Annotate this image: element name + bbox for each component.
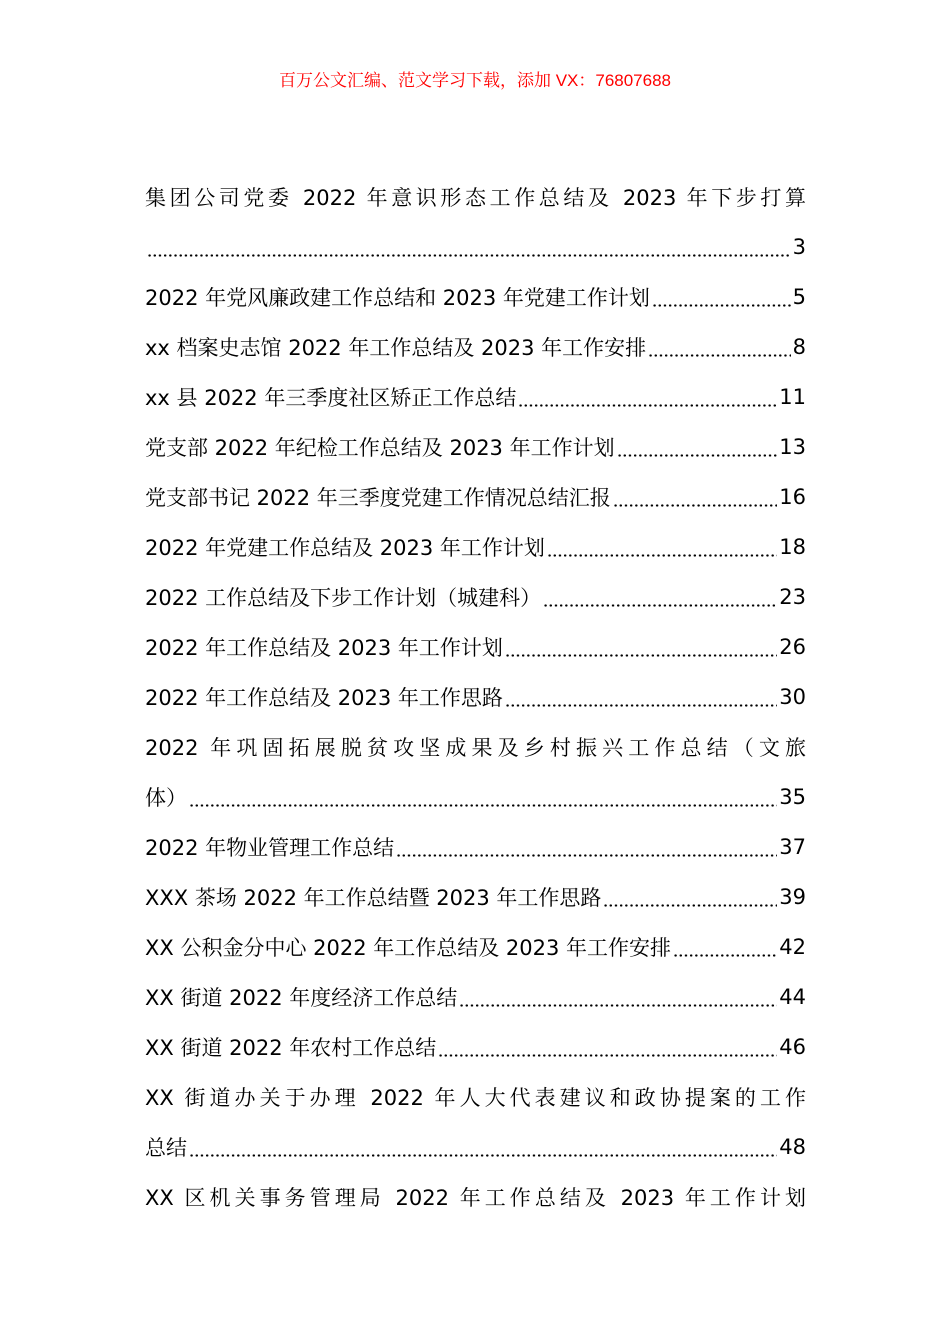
toc-entry-title: 2022 年工作总结及 2023 年工作思路	[145, 686, 503, 710]
toc-page-number: 8	[792, 335, 806, 359]
toc-entry-title: 2022 年党建工作总结及 2023 年工作计划	[145, 536, 545, 560]
toc-entry[interactable]	[145, 522, 806, 572]
toc-entry-title: 2022 年党风廉政建工作总结和 2023 年党建工作计划	[145, 286, 650, 310]
toc-entry[interactable]	[145, 1172, 806, 1222]
toc-page-number: 30	[779, 685, 806, 709]
dot-leader	[613, 487, 777, 508]
toc-page-number: 18	[779, 535, 806, 559]
toc-page-number: 35	[779, 785, 806, 809]
toc-entry-title-continued: 体）	[145, 786, 187, 810]
dot-leader	[147, 237, 791, 258]
toc-entry-title: 2022 年工作总结及 2023 年工作计划	[145, 636, 503, 660]
toc-entry[interactable]	[145, 922, 806, 972]
toc-entry[interactable]	[145, 272, 806, 322]
toc-entry[interactable]	[145, 172, 806, 222]
toc-page-number: 16	[779, 485, 806, 509]
toc-entry[interactable]	[145, 972, 806, 1022]
toc-entry[interactable]	[145, 1072, 806, 1122]
toc-page-number: 13	[779, 435, 806, 459]
dot-leader	[603, 887, 777, 908]
toc-entry-title: 党支部 2022 年纪检工作总结及 2023 年工作计划	[145, 436, 615, 460]
watermark-header: 百万公文汇编、范文学习下载，添加 VX：76807688	[278, 71, 672, 90]
toc-page-number: 39	[779, 885, 806, 909]
dot-leader	[189, 787, 777, 808]
dot-leader	[505, 637, 777, 658]
table-of-contents	[145, 172, 806, 1222]
toc-entry-title: XX 街道 2022 年农村工作总结	[145, 1036, 437, 1060]
toc-entry[interactable]	[145, 722, 806, 772]
toc-page-number: 48	[779, 1135, 806, 1159]
toc-page-number: 23	[779, 585, 806, 609]
toc-entry-title: XXX 茶场 2022 年工作总结暨 2023 年工作思路	[145, 886, 602, 910]
toc-page-number: 11	[779, 385, 806, 409]
dot-leader	[396, 837, 777, 858]
toc-entry-continuation[interactable]	[145, 772, 806, 822]
toc-entry-title: 集团公司党委 2022 年意识形态工作总结及 2023 年下步打算	[145, 186, 806, 210]
toc-page-number: 42	[779, 935, 806, 959]
dot-leader	[648, 337, 791, 358]
toc-entry[interactable]	[145, 372, 806, 422]
toc-page-number: 37	[779, 835, 806, 859]
toc-entry-title: 2022 年巩固拓展脱贫攻坚成果及乡村振兴工作总结（文旅	[145, 736, 806, 760]
toc-page-number: 44	[779, 985, 806, 1009]
toc-entry-continuation[interactable]	[145, 1122, 806, 1172]
toc-page-number: 5	[792, 285, 806, 309]
dot-leader	[617, 437, 778, 458]
toc-entry-title: 2022 年物业管理工作总结	[145, 836, 395, 860]
dot-leader	[189, 1137, 777, 1158]
toc-entry-title-continued: 总结	[145, 1136, 187, 1160]
toc-page-number: 46	[779, 1035, 806, 1059]
dot-leader	[673, 937, 777, 958]
dot-leader	[518, 387, 777, 408]
toc-entry[interactable]	[145, 672, 806, 722]
toc-page-number: 26	[779, 635, 806, 659]
dot-leader	[652, 287, 791, 308]
toc-page-number: 3	[792, 235, 806, 259]
dot-leader	[459, 987, 777, 1008]
toc-entry-title: XX 公积金分中心 2022 年工作总结及 2023 年工作安排	[145, 936, 672, 960]
toc-entry[interactable]	[145, 822, 806, 872]
toc-entry[interactable]	[145, 1022, 806, 1072]
toc-entry-title: 党支部书记 2022 年三季度党建工作情况总结汇报	[145, 486, 611, 510]
toc-entry-title: XX 街道 2022 年度经济工作总结	[145, 986, 458, 1010]
toc-entry-title: xx 县 2022 年三季度社区矫正工作总结	[145, 386, 517, 410]
toc-entry[interactable]	[145, 622, 806, 672]
dot-leader	[438, 1037, 777, 1058]
dot-leader	[505, 687, 777, 708]
toc-entry[interactable]	[145, 422, 806, 472]
toc-entry-title: xx 档案史志馆 2022 年工作总结及 2023 年工作安排	[145, 336, 647, 360]
toc-entry[interactable]	[145, 572, 806, 622]
toc-entry-continuation[interactable]	[145, 222, 806, 272]
toc-entry[interactable]	[145, 472, 806, 522]
toc-entry-title: XX 街道办关于办理 2022 年人大代表建议和政协提案的工作	[145, 1086, 806, 1110]
toc-entry-title: XX 区机关事务管理局 2022 年工作总结及 2023 年工作计划	[145, 1186, 806, 1210]
dot-leader	[543, 587, 777, 608]
toc-entry-title: 2022 工作总结及下步工作计划（城建科）	[145, 586, 542, 610]
toc-entry[interactable]	[145, 322, 806, 372]
toc-entry[interactable]	[145, 872, 806, 922]
dot-leader	[547, 537, 777, 558]
